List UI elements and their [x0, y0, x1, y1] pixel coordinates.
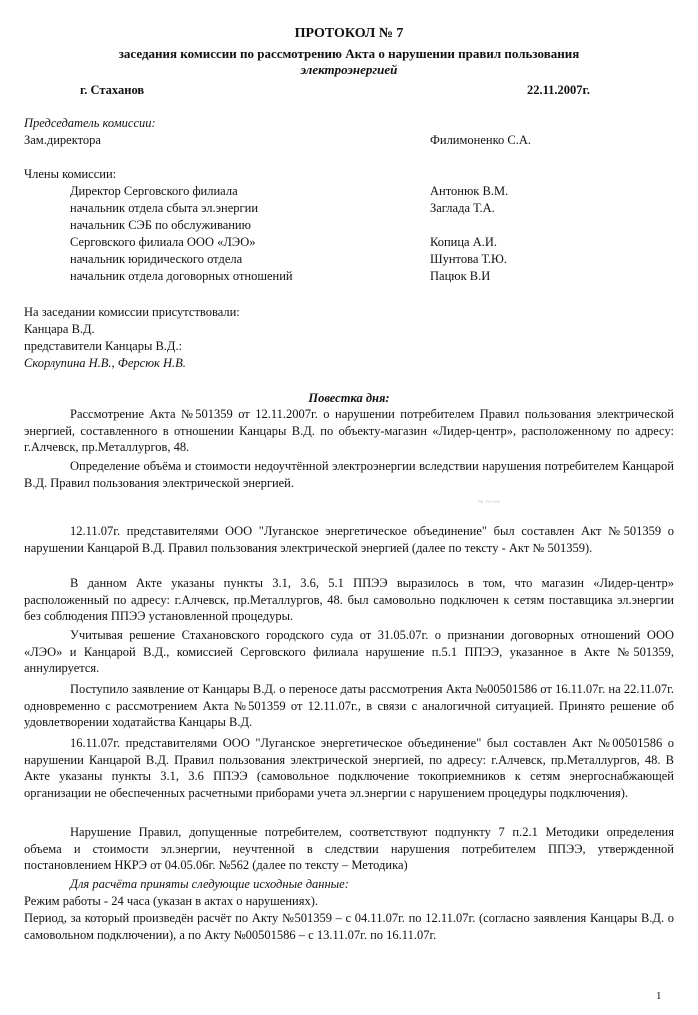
members-label: Члены комиссии:	[24, 167, 117, 181]
member-name: Антонюк В.М.	[430, 184, 509, 198]
agenda-item	[24, 406, 674, 456]
chair-position: Зам.директора	[24, 133, 101, 147]
chair-label: Председатель комиссии:	[24, 116, 156, 130]
member-name: Шунтова Т.Ю.	[430, 252, 507, 266]
member-name: Копица А.И.	[430, 235, 498, 249]
member-position: начальник отдела сбыта эл.энергии	[70, 201, 259, 215]
body-paragraph	[24, 893, 674, 910]
body-paragraph	[24, 910, 674, 943]
agenda-item-text: Рассмотрение Акта №501359 от 12.11.2007г. о нарушении потребителем Правил пользования электрической энергией, составленного в отношении Канцары В.Д. по объекту-магазин «Лидер-центр», расположенному по адресу: г.Алчевск, пр.Металлургов, 48.	[24, 407, 674, 454]
document-date: 22.11.2007г.	[527, 83, 590, 97]
agenda-title: Повестка дня:	[308, 391, 390, 405]
agenda-item	[24, 458, 674, 491]
body-paragraph	[24, 824, 674, 874]
chair-name: Филимоненко С.А.	[430, 133, 532, 147]
document-title: ПРОТОКОЛ № 7	[294, 26, 404, 41]
attendee-line: Скорлупина Н.В., Ферсюк Н.В.	[24, 356, 186, 370]
body-paragraph-text: Период, за который произведён расчёт по Акту №501359 – с 04.11.07г. по 12.11.07г. (согласно заявления Канцары В.Д. о самовольном подключении), а по Акту №00501586 – с 13.11.07г. по 16.11.07г.	[24, 911, 674, 942]
member-name: Пацюк В.И	[430, 269, 491, 283]
member-position: начальник юридического отдела	[70, 252, 243, 266]
body-paragraph	[24, 523, 674, 556]
member-position: Директор Серговского филиала	[70, 184, 238, 198]
body-paragraph-text: Учитывая решение Стахановского городского суда от 31.05.07г. о признании договорных отношений ООО «ЛЭО» и Канцарой В.Д., комиссией Серговского филиала нарушение п.5.1 ППЭЭ, указанное в Акте №501359, аннулируется.	[24, 628, 674, 675]
member-position: начальник отдела договорных отношений	[70, 269, 293, 283]
document-subtitle-line2: электроэнергией	[300, 62, 398, 77]
scan-smudge: ~ ~·~	[478, 497, 501, 508]
body-paragraph	[24, 681, 674, 731]
city: г. Стаханов	[80, 83, 145, 97]
body-paragraph-text: 12.11.07г. представителями ООО "Луганское энергетическое объединение" был составлен Акт №501359 о нарушении Канцарой В.Д. Правил пользования электрической энергией (далее по тексту - Акт № 501359).	[24, 524, 674, 555]
member-position: Серговского филиала ООО «ЛЭО»	[70, 235, 256, 249]
body-paragraph-text: В данном Акте указаны пункты 3.1, 3.6, 5.1 ППЭЭ выразилось в том, что магазин «Лидер-центр» расположенный по адресу: г.Алчевск, пр.Металлургов, 48. был самовольно подключен к сетям поставщика эл.энергии без соблюдения ППЭЭ установленной процедуры.	[24, 576, 674, 623]
agenda-item-text: Определение объёма и стоимости недоучтённой электроэнергии вследствии нарушения потребителем Канцарой В.Д. Правил пользования электрической энергией.	[24, 459, 674, 490]
body-paragraph-text: Поступило заявление от Канцары В.Д. о переносе даты рассмотрения Акта №00501586 от 16.11.07г. на 22.11.07г. одновременно с рассмотрением Акта №501359 от 12.11.07г., в связи с аналогичной ситуацией. Принято решение об удовлетворении ходатайства Канцары В.Д.	[24, 682, 674, 729]
body-paragraph	[24, 876, 674, 893]
body-paragraph-text: Режим работы - 24 часа (указан в актах о нарушениях).	[24, 894, 319, 908]
body-paragraph-text: 16.11.07г. представителями ООО "Луганское энергетическое объединение" был составлен Акт №00501586 о нарушении Канцарой В.Д. Правил пользования электрической энергией, по адресу: г.Алчевск, пр.Металлургов, 48. В Акте указаны пункты 3.1, 3.6 ППЭЭ (самовольное подключение токоприемников к сетям энергоснабжающей организации не обеспеченных расчетными приборами учета эл.энергии с нарушением процедуры подключения).	[24, 736, 674, 800]
member-name: Заглада Т.А.	[430, 201, 495, 215]
body-paragraph	[24, 735, 674, 801]
document-subtitle-line1: заседания комиссии по рассмотрению Акта о нарушении правил пользования	[118, 46, 580, 61]
attendee-line: Канцара В.Д.	[24, 322, 95, 336]
attendees-label: На заседании комиссии присутствовали:	[24, 305, 240, 319]
attendee-line: представители Канцары В.Д.:	[24, 339, 183, 353]
page-number: 1	[656, 990, 662, 1002]
body-paragraph-text: Нарушение Правил, допущенные потребителем, соответствуют подпункту 7 п.2.1 Методики определения объема и стоимости эл.энергии, неучтенной в следствии нарушения потребителем ППЭЭ, утвержденной постановлением НКРЭ от 04.05.06г. №562 (далее по тексту – Методика)	[24, 825, 674, 872]
body-paragraph-text: Для расчёта приняты следующие исходные данные:	[70, 877, 349, 891]
body-paragraph	[24, 627, 674, 677]
member-position: начальник СЭБ по обслуживанию	[70, 218, 251, 232]
body-paragraph	[24, 575, 674, 625]
